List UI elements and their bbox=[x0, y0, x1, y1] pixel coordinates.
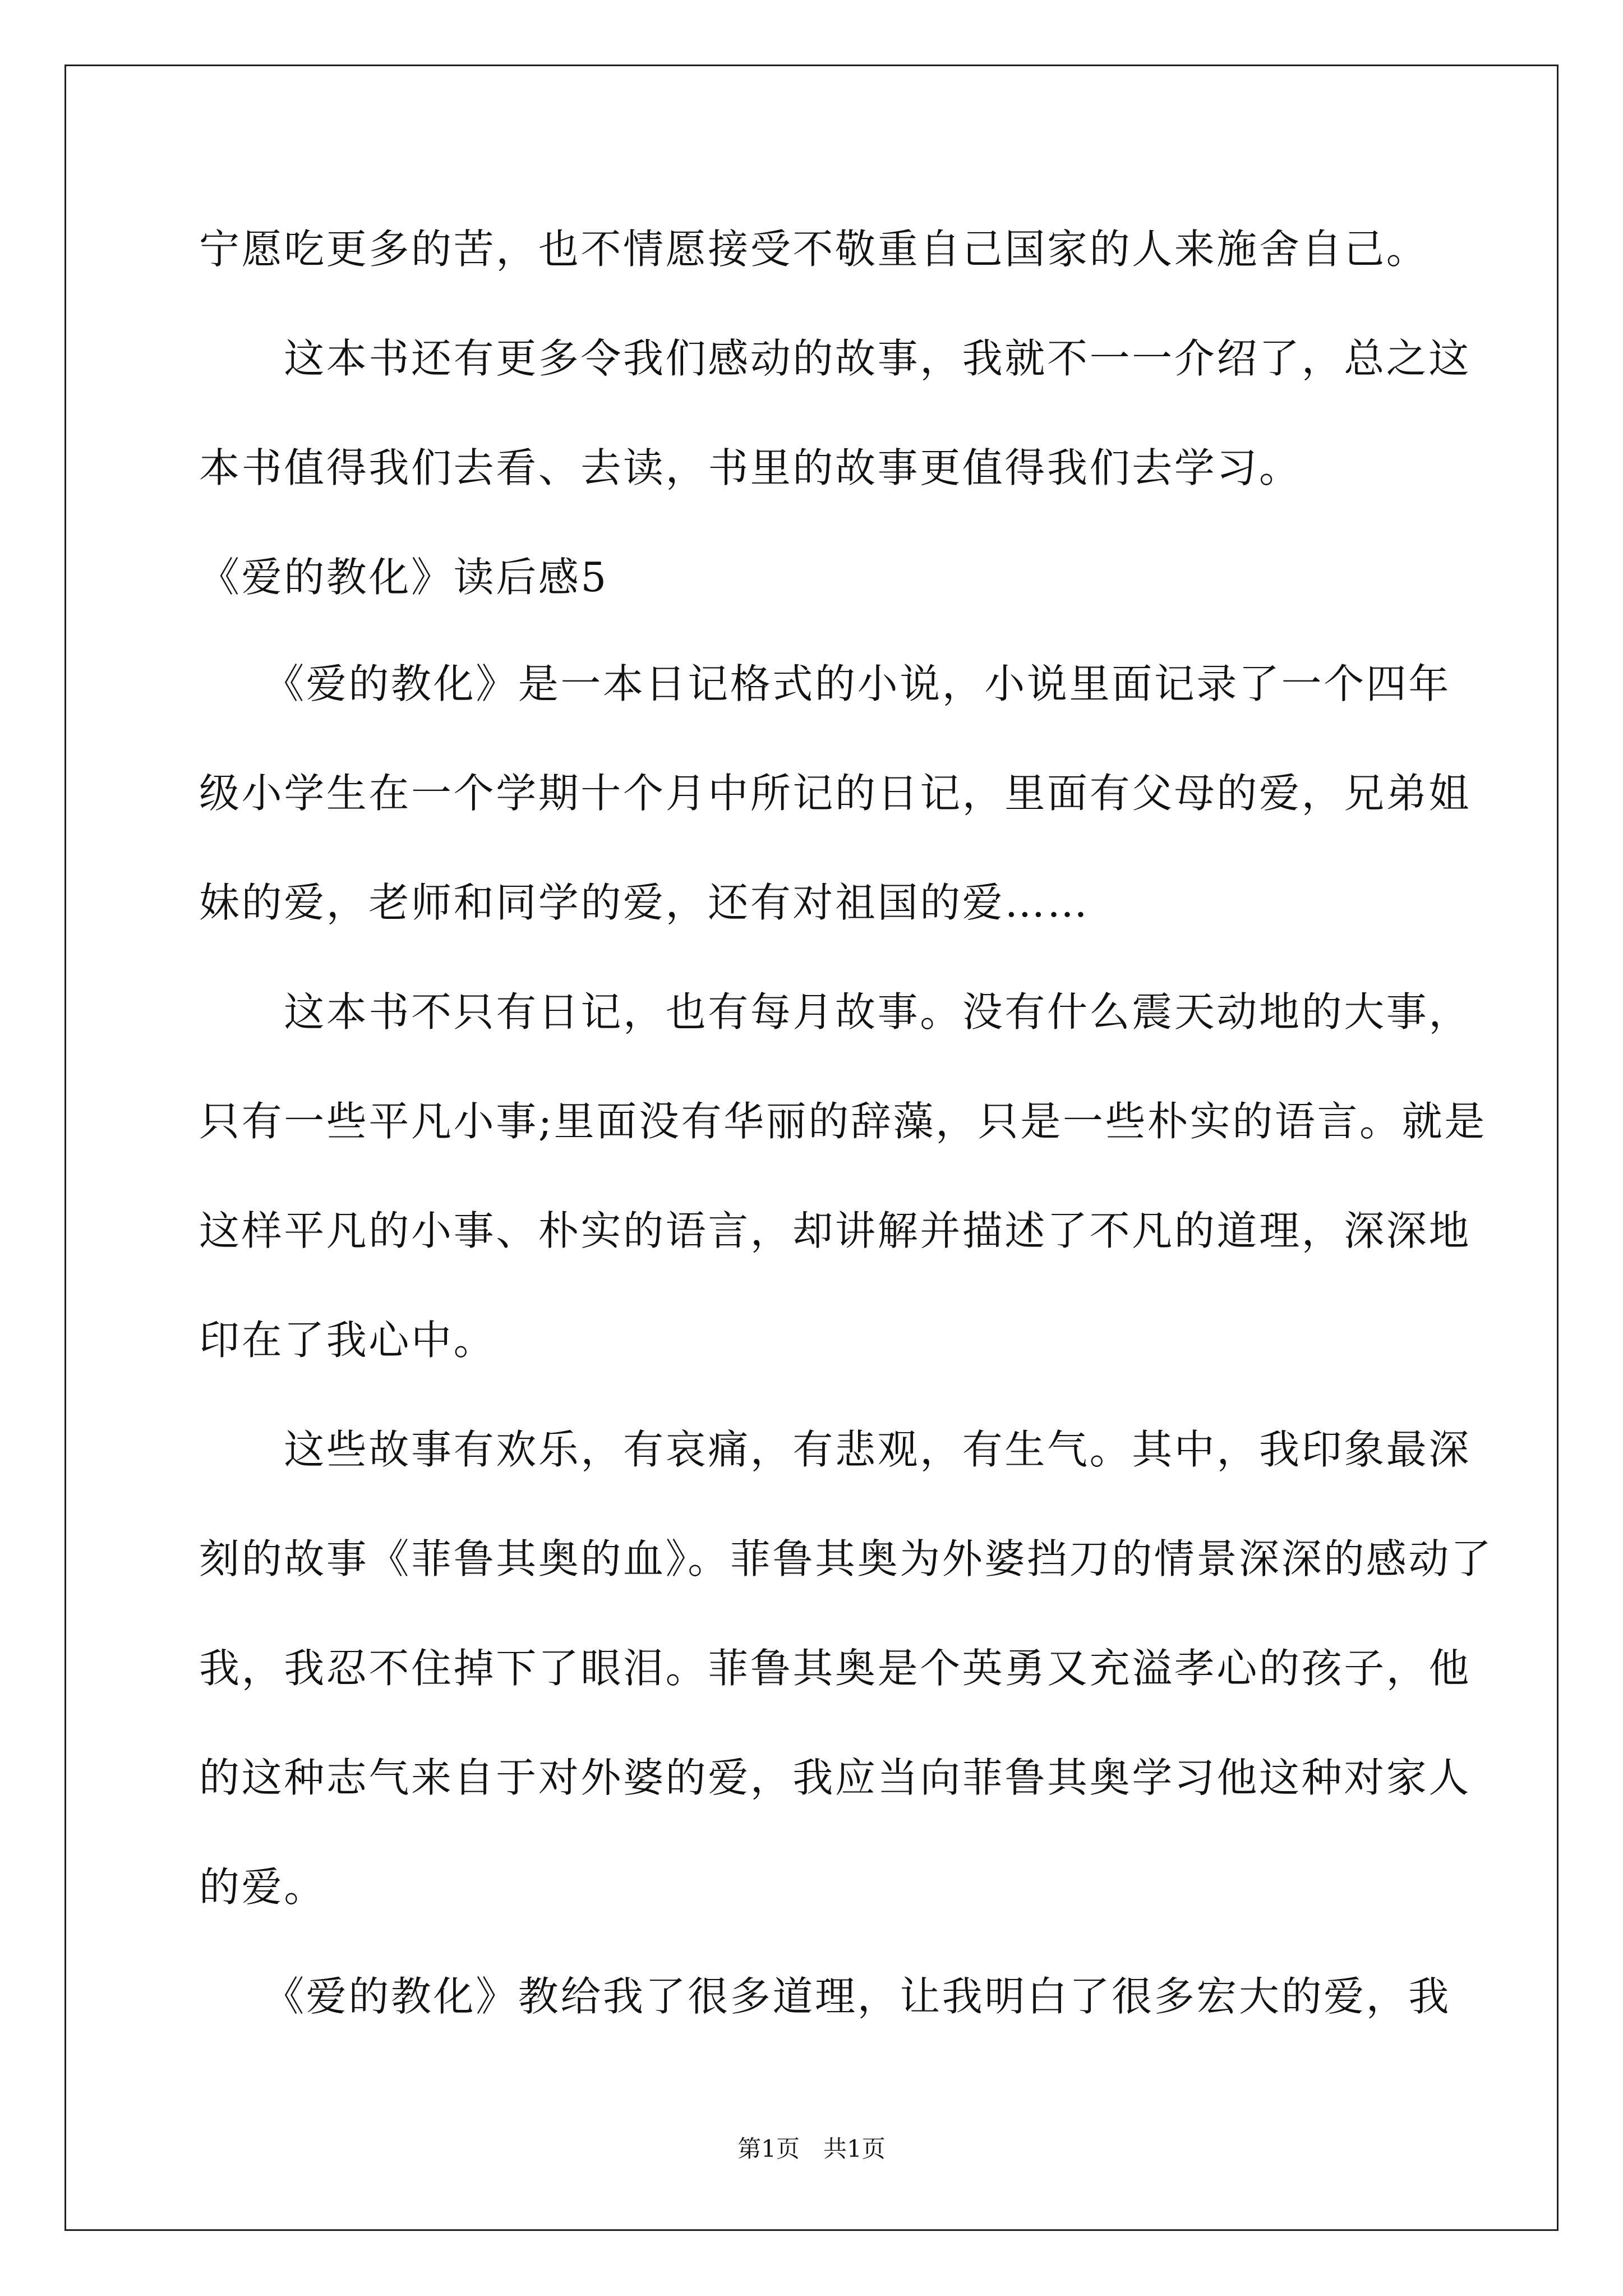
text-line: 《爱的教化》是一本日记格式的小说，小说里面记录了一个四年 bbox=[199, 660, 1451, 707]
text-line: 这样平凡的小事、朴实的语言，却讲解并描述了不凡的道理，深深地 bbox=[199, 1207, 1472, 1254]
text-line: 的这种志气来自于对外婆的爱，我应当向菲鲁其奥学习他这种对家人 bbox=[199, 1754, 1472, 1801]
text-line: 本书值得我们去看、去读，书里的故事更值得我们去学习。 bbox=[199, 444, 1302, 491]
text-line: 只有一些平凡小事;里面没有华丽的辞藻，只是一些朴实的语言。就是 bbox=[199, 1098, 1487, 1145]
text-line: 《爱的教化》教给我了很多道理，让我明白了很多宏大的爱，我 bbox=[199, 1973, 1451, 2020]
text-line: 刻的故事《菲鲁其奥的血》。菲鲁其奥为外婆挡刀的情景深深的感动了 bbox=[199, 1535, 1493, 1582]
text-line: 的爱。 bbox=[199, 1864, 326, 1911]
text-line: 级小学生在一个学期十个月中所记的日记，里面有父母的爱，兄弟姐 bbox=[199, 770, 1472, 817]
text-line: 印在了我心中。 bbox=[199, 1317, 496, 1364]
text-line: 这些故事有欢乐，有哀痛，有悲观，有生气。其中，我印象最深 bbox=[199, 1426, 1472, 1473]
section-heading: 《爱的教化》读后感5 bbox=[199, 554, 608, 601]
text-line: 宁愿吃更多的苦，也不情愿接受不敬重自己国家的人来施舍自己。 bbox=[199, 226, 1429, 273]
page-number-footer: 第1页 共1页 bbox=[737, 2135, 886, 2162]
text-line: 我，我忍不住掉下了眼泪。菲鲁其奥是个英勇又充溢孝心的孩子，他 bbox=[199, 1645, 1472, 1692]
text-line: 这本书还有更多令我们感动的故事，我就不一一介绍了，总之这 bbox=[199, 335, 1472, 382]
text-line: 妹的爱，老师和同学的爱，还有对祖国的爱…… bbox=[199, 879, 1090, 926]
text-line: 这本书不只有日记，也有每月故事。没有什么震天动地的大事， bbox=[199, 988, 1472, 1036]
